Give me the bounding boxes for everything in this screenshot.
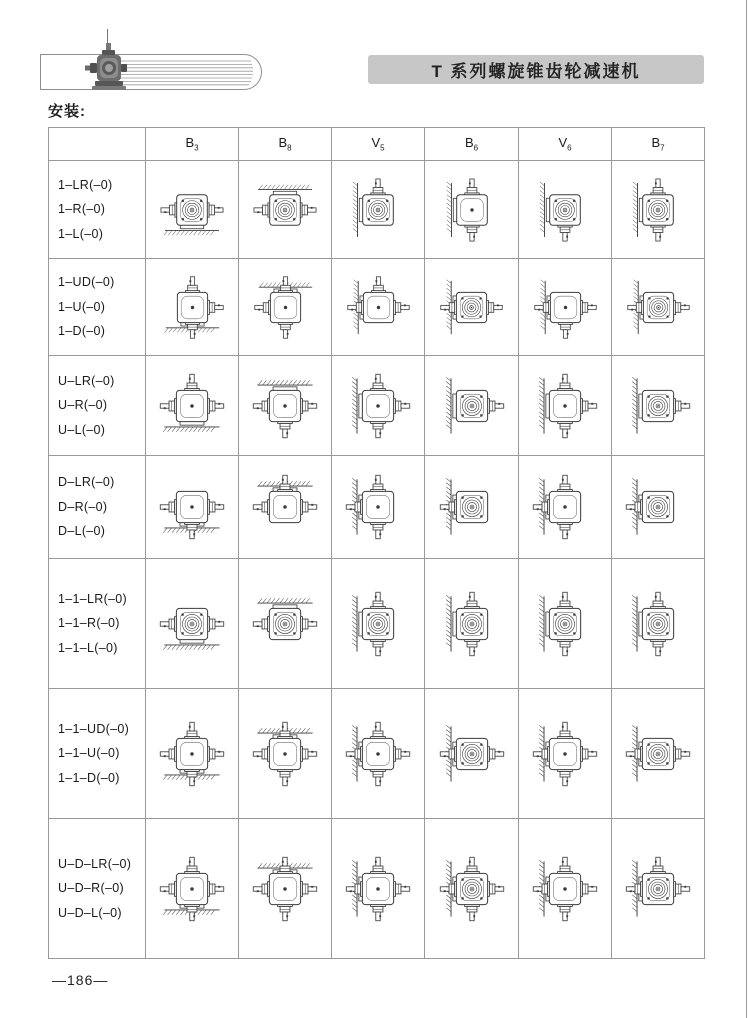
col-header-B3: $B_3$ — [146, 128, 239, 161]
col-header-B6: $B_6$ — [425, 128, 519, 161]
header-row — [49, 128, 705, 161]
mounting-diagram — [239, 259, 332, 356]
table-row — [49, 259, 705, 356]
mounting-diagram — [146, 161, 239, 259]
mounting-diagram — [332, 559, 425, 689]
mounting-diagram — [239, 559, 332, 689]
mounting-diagram — [146, 689, 239, 819]
table-row — [49, 161, 705, 259]
mounting-diagram — [239, 456, 332, 559]
table-row — [49, 356, 705, 456]
col-header-V5: $V_5$ — [332, 128, 425, 161]
mounting-diagram — [239, 819, 332, 959]
mounting-diagram — [519, 456, 612, 559]
gearbox-photo-icon — [83, 41, 135, 97]
mounting-code: 1–1–R(–0) — [58, 616, 120, 631]
brand-logo-box — [40, 54, 262, 90]
col-header-B8: $B_8$ — [239, 128, 332, 161]
mounting-code: D–L(–0) — [58, 524, 106, 539]
mounting-code-labels — [49, 689, 146, 819]
mounting-code-labels — [49, 559, 146, 689]
mounting-code: 1–1–LR(–0) — [58, 591, 128, 606]
section-label-install: 安装: — [48, 103, 86, 120]
mounting-code: U–D–L(–0) — [58, 905, 122, 920]
mounting-diagram — [519, 259, 612, 356]
mounting-diagram — [519, 161, 612, 259]
page-number: —186— — [52, 972, 109, 988]
mounting-diagram — [612, 819, 705, 959]
mounting-code-labels — [49, 161, 146, 259]
mounting-diagram — [239, 161, 332, 259]
mounting-code: U–R(–0) — [58, 398, 108, 413]
mounting-diagram — [519, 559, 612, 689]
mounting-diagram — [612, 259, 705, 356]
mounting-diagram — [425, 559, 519, 689]
mounting-diagram — [612, 689, 705, 819]
mounting-code-labels — [49, 456, 146, 559]
mounting-code-labels — [49, 356, 146, 456]
mounting-diagram — [332, 356, 425, 456]
mounting-diagram — [332, 161, 425, 259]
mounting-diagram — [332, 819, 425, 959]
mounting-diagram — [519, 356, 612, 456]
mounting-diagram — [612, 356, 705, 456]
mounting-diagram — [612, 456, 705, 559]
mounting-code: 1–1–L(–0) — [58, 640, 118, 655]
mounting-code: 1–D(–0) — [58, 324, 106, 339]
mounting-diagram — [146, 259, 239, 356]
page-title: T 系列螺旋锥齿轮减速机 — [368, 55, 704, 84]
mounting-diagram — [239, 356, 332, 456]
mounting-code: U–D–LR(–0) — [58, 856, 132, 871]
table-row — [49, 819, 705, 959]
mounting-code: 1–L(–0) — [58, 226, 104, 241]
mounting-diagram — [146, 456, 239, 559]
table-row — [49, 456, 705, 559]
mounting-code: U–LR(–0) — [58, 373, 115, 388]
mounting-code: 1–R(–0) — [58, 202, 106, 217]
mounting-diagram — [239, 689, 332, 819]
mounting-code: U–D–R(–0) — [58, 881, 124, 896]
mounting-code: 1–1–UD(–0) — [58, 721, 130, 736]
mounting-diagram — [146, 356, 239, 456]
col-header-V6: $V_6$ — [519, 128, 612, 161]
mounting-code: D–LR(–0) — [58, 475, 115, 490]
mounting-code: 1–U(–0) — [58, 299, 106, 314]
mounting-code: 1–1–D(–0) — [58, 770, 120, 785]
mounting-diagram — [332, 689, 425, 819]
mounting-diagram — [612, 161, 705, 259]
col-header-B7: $B_7$ — [612, 128, 705, 161]
corner-cell — [49, 128, 146, 161]
mounting-diagram — [425, 819, 519, 959]
mounting-code: 1–1–U(–0) — [58, 746, 120, 761]
mounting-diagram — [332, 259, 425, 356]
page-edge-line — [746, 0, 747, 1018]
mounting-configuration-table — [48, 127, 705, 959]
mounting-code: D–R(–0) — [58, 499, 108, 514]
mounting-code: U–L(–0) — [58, 422, 106, 437]
mounting-diagram — [146, 819, 239, 959]
mounting-diagram — [612, 559, 705, 689]
mounting-diagram — [425, 456, 519, 559]
table-row — [49, 689, 705, 819]
mounting-diagram — [519, 819, 612, 959]
table-row — [49, 559, 705, 689]
mounting-diagram — [332, 456, 425, 559]
mounting-diagram — [425, 356, 519, 456]
mounting-code-labels — [49, 819, 146, 959]
mounting-diagram — [146, 559, 239, 689]
mounting-diagram — [425, 259, 519, 356]
mounting-code-labels — [49, 259, 146, 356]
mounting-diagram — [519, 689, 612, 819]
mounting-code: 1–LR(–0) — [58, 177, 113, 192]
mounting-diagram — [425, 161, 519, 259]
mounting-code: 1–UD(–0) — [58, 275, 115, 290]
mounting-diagram — [425, 689, 519, 819]
